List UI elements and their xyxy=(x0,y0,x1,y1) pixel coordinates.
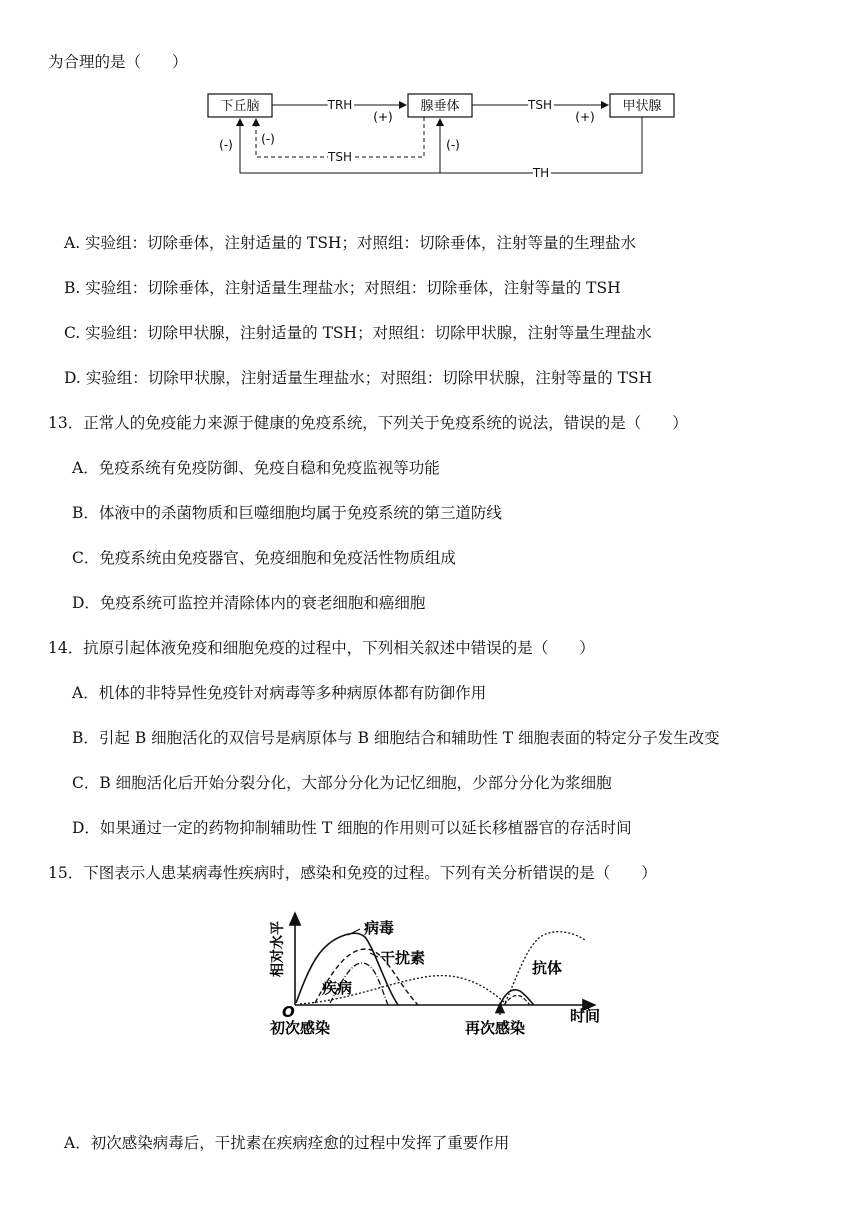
q12-option-b: B. 实验组：切除垂体，注射适量生理盐水；对照组：切除垂体，注射等量的 TSH xyxy=(64,279,621,297)
pituitary-label: 腺垂体 xyxy=(420,99,460,114)
hormone-regulation-diagram xyxy=(0,85,860,285)
q12-option-c: C. 实验组：切除甲状腺，注射适量的 TSH；对照组：切除甲状腺，注射等量生理盐水 xyxy=(64,324,652,342)
interferon-label: 干扰素 xyxy=(380,949,426,967)
question-12-tail: 为合理的是（ ） xyxy=(48,53,188,71)
q12-option-d: D. 实验组：切除甲状腺，注射适量生理盐水；对照组：切除甲状腺，注射等量的 TSH xyxy=(64,369,653,387)
q15-stem: 15．下图表示人患某病毒性疾病时，感染和免疫的过程。下列有关分析错误的是（ ） xyxy=(48,864,657,882)
tsh-label: TSH xyxy=(528,98,552,112)
trh-label: TRH xyxy=(327,98,353,112)
minus-label-left: (-) xyxy=(219,138,233,152)
q14-option-b: B．引起 B 细胞活化的双信号是病原体与 B 细胞结合和辅助性 T 细胞表面的特定分子发生改变 xyxy=(72,729,720,747)
q13-stem: 13．正常人的免疫能力来源于健康的免疫系统，下列关于免疫系统的说法，错误的是（ ） xyxy=(48,414,688,432)
y-axis-label: 相对水平 xyxy=(270,921,286,977)
q13-option-c: C．免疫系统由免疫器官、免疫细胞和免疫活性物质组成 xyxy=(72,549,456,567)
thyroid-label: 甲状腺 xyxy=(622,99,662,114)
q13-option-a: A．免疫系统有免疫防御、免疫自稳和免疫监视等功能 xyxy=(72,459,440,477)
q15-option-a: A．初次感染病毒后，干扰素在疾病痊愈的过程中发挥了重要作用 xyxy=(64,1134,510,1152)
minus-label-dashed: (-) xyxy=(261,132,275,146)
th-label: TH xyxy=(532,166,550,180)
q13-option-d: D．免疫系统可监控并清除体内的衰老细胞和癌细胞 xyxy=(72,594,426,612)
minus-label-right: (-) xyxy=(446,138,460,152)
plus-label-2: (+) xyxy=(575,110,595,124)
infection-immunity-graph xyxy=(260,905,640,1045)
reinfection-label: 再次感染 xyxy=(465,1019,526,1037)
q12-option-a: A. 实验组：切除垂体，注射适量的 TSH；对照组：切除垂体，注射等量的生理盐水 xyxy=(64,234,636,252)
q14-option-a: A．机体的非特异性免疫针对病毒等多种病原体都有防御作用 xyxy=(72,684,487,702)
plus-label-1: (+) xyxy=(373,110,393,124)
th-feedback-line xyxy=(240,117,642,173)
tsh-feedback-label: TSH xyxy=(328,150,352,164)
q14-stem: 14．抗原引起体液免疫和细胞免疫的过程中，下列相关叙述中错误的是（ ） xyxy=(48,639,595,657)
q14-option-d: D．如果通过一定的药物抑制辅助性 T 细胞的作用则可以延长移植器官的存活时间 xyxy=(72,819,632,837)
x-axis-label: 时间 xyxy=(570,1007,601,1025)
first-infection-label: 初次感染 xyxy=(270,1019,331,1037)
q14-option-c: C．B 细胞活化后开始分裂分化，大部分分化为记忆细胞，少部分分化为浆细胞 xyxy=(72,774,612,792)
origin-label: O xyxy=(282,1003,295,1021)
antibody-label: 抗体 xyxy=(532,959,563,977)
disease-label: 疾病 xyxy=(322,979,353,997)
virus-label: 病毒 xyxy=(364,919,395,937)
q13-option-b: B．体液中的杀菌物质和巨噬细胞均属于免疫系统的第三道防线 xyxy=(72,504,502,522)
hypothalamus-label: 下丘脑 xyxy=(220,99,260,114)
